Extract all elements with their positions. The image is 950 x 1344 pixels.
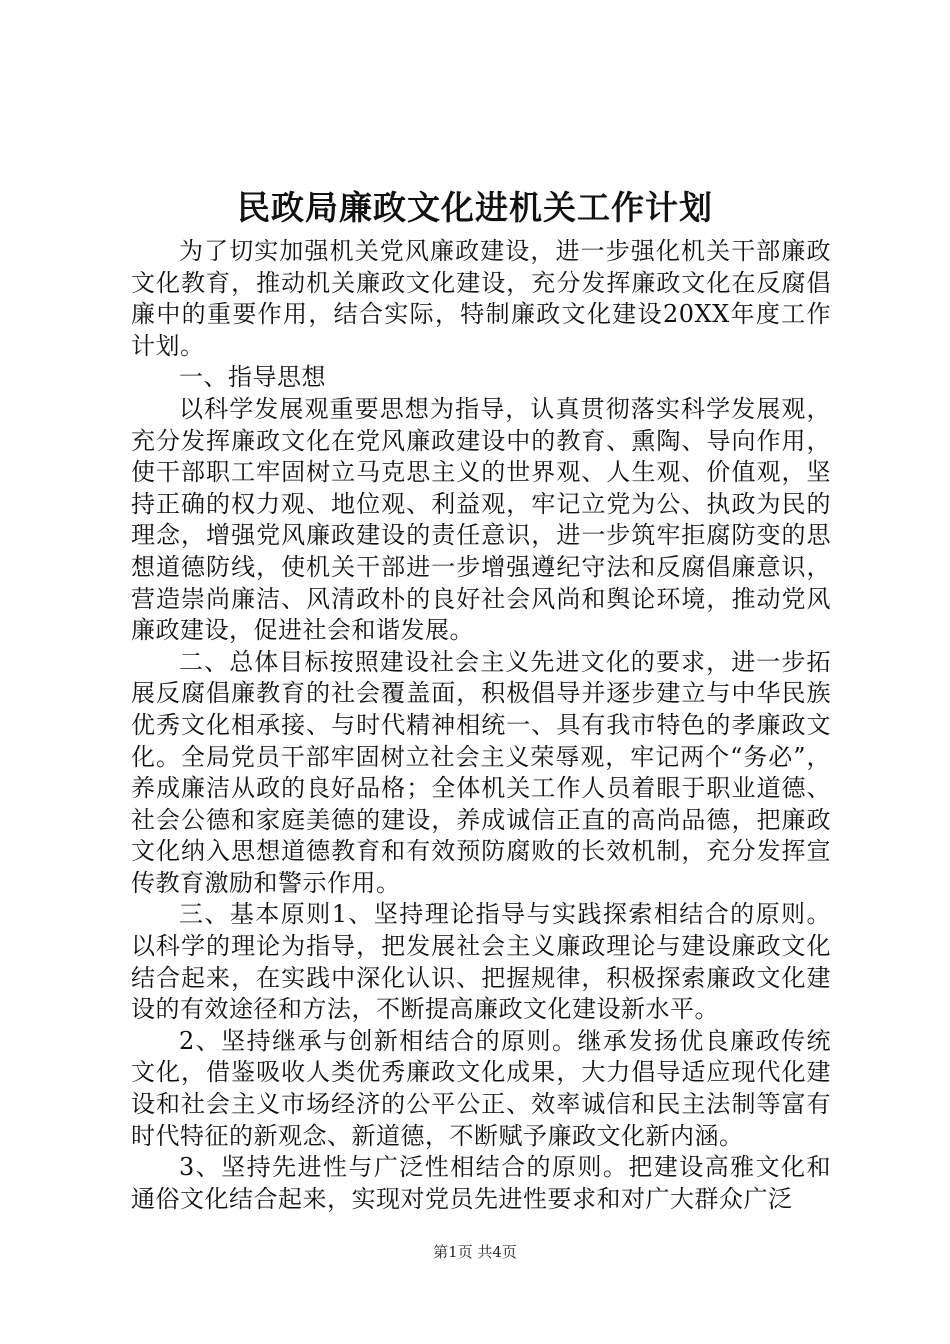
guiding-ideology-paragraph: 以科学发展观重要思想为指导，认真贯彻落实科学发展观，充分发挥廉政文化在党风廉政建设中的教育、熏陶、导向作用，使干部职工牢固树立马克思主义的世界观、人生观、价值观，坚持正确的权力观、地位观、利益观，牢记立党为公、执政为民的理念，增强党风廉政建设的责任意识，进一步筑牢拒腐防变的思想道德防线，使机关干部进一步增强遵纪守法和反腐倡廉意识，营造崇尚廉洁、风清政朴的良好社会风尚和舆论环境，推动党风廉政建设，促进社会和谐发展。 [131, 394, 831, 645]
principle-2-paragraph: 2、坚持继承与创新相结合的原则。继承发扬优良廉政传统文化，借鉴吸收人类优秀廉政文化成果，大力倡导适应现代化建设和社会主义市场经济的公平公正、效率诚信和民主法制等富有时代特征的新观念、新道德，不断赋予廉政文化新内涵。 [131, 1026, 831, 1150]
document-body [131, 236, 831, 1215]
overall-goal-paragraph: 二、总体目标按照建设社会主义先进文化的要求，进一步拓展反腐倡廉教育的社会覆盖面，积极倡导并逐步建立与中华民族优秀文化相承接、与时代精神相统一、具有我市特色的孝廉政文化。全局党员干部牢固树立社会主义荣辱观，牢记两个“务必”，养成廉洁从政的良好品格；全体机关工作人员着眼于职业道德、社会公德和家庭美德的建设，养成诚信正直的高尚品德，把廉政文化纳入思想道德教育和有效预防腐败的长效机制，充分发挥宣传教育激励和警示作用。 [131, 647, 831, 897]
section-heading-guiding-ideology: 一、指导思想 [179, 363, 326, 392]
basic-principles-paragraph: 三、基本原则1、坚持理论指导与实践探索相结合的原则。以科学的理论为指导，把发展社会主义廉政理论与建设廉政文化结合起来，在实践中深化认识、把握规律，积极探索廉政文化建设的有效途径和方法，不断提高廉政文化建设新水平。 [131, 900, 831, 1024]
page-number: 第1页 共4页 [433, 1243, 517, 1261]
document-title: 民政局廉政文化进机关工作计划 [237, 188, 713, 227]
principle-3-paragraph: 3、坚持先进性与广泛性相结合的原则。把建设高雅文化和通俗文化结合起来，实现对党员先进性要求和对广大群众广泛 [131, 1153, 831, 1213]
intro-paragraph: 为了切实加强机关党风廉政建设，进一步强化机关干部廉政文化教育，推动机关廉政文化建设，充分发挥廉政文化在反腐倡廉中的重要作用，结合实际，特制廉政文化建设20XX年度工作计划。 [131, 237, 831, 360]
